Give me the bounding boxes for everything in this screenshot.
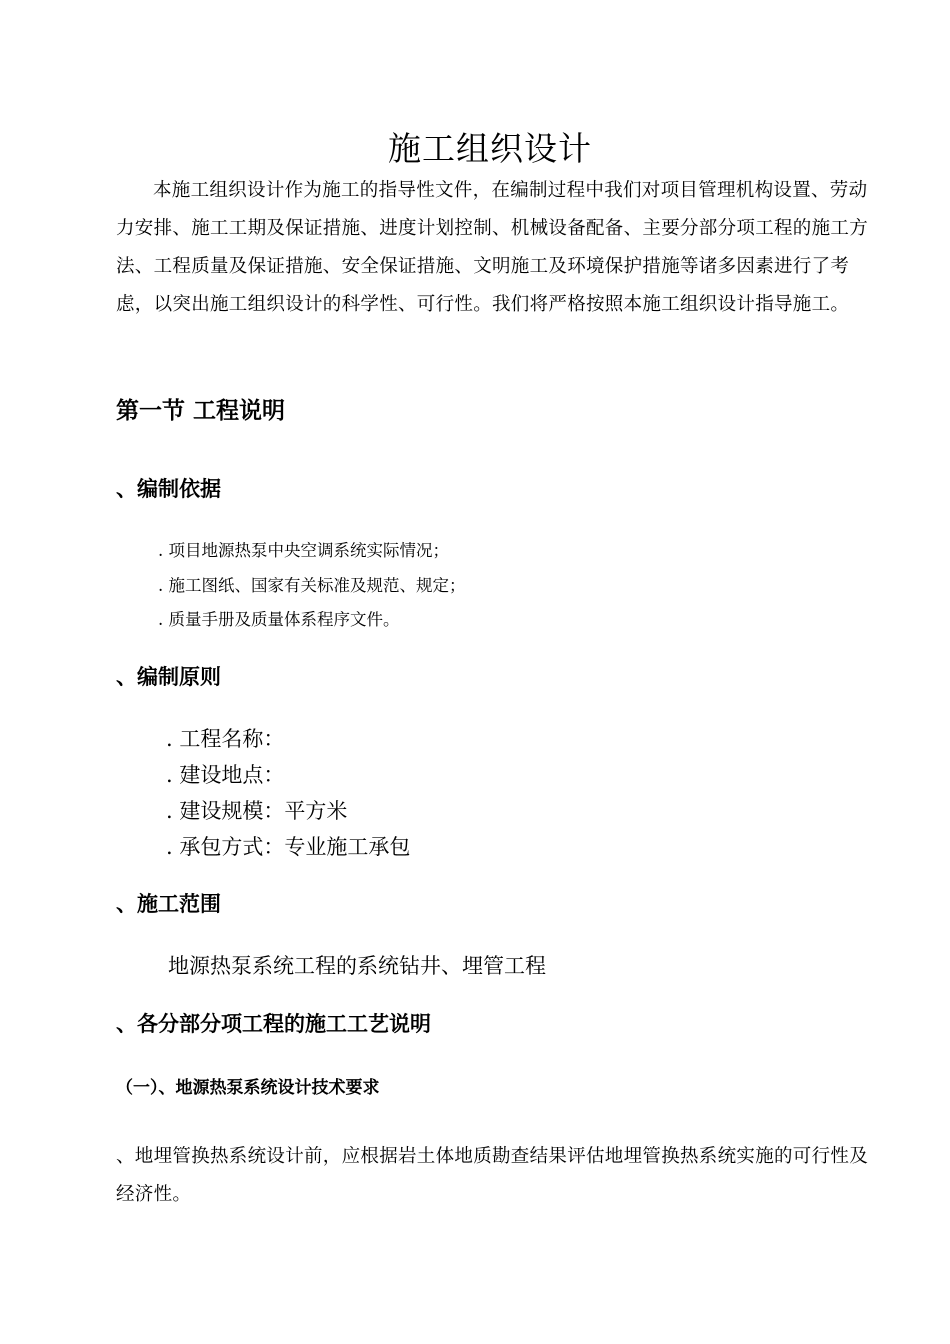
principles-item-3: . 建设规模：平方米 [166, 799, 348, 823]
basis-heading: 、编制依据 [116, 477, 221, 501]
basis-item-1: . 项目地源热泵中央空调系统实际情况； [158, 541, 449, 560]
principles-item-4: . 承包方式：专业施工承包 [166, 835, 411, 859]
scope-heading: 、施工范围 [116, 892, 221, 916]
document-title: 施工组织设计 [388, 129, 592, 168]
section-heading: 第一节 工程说明 [116, 398, 286, 424]
principles-item-2: . 建设地点： [166, 763, 285, 787]
basis-item-3: . 质量手册及质量体系程序文件。 [158, 610, 400, 629]
process-heading: 、各分部分项工程的施工工艺说明 [116, 1012, 431, 1036]
scope-text: 地源热泵系统工程的系统钻井、埋管工程 [168, 954, 546, 978]
process-subheading: （一）、地源热泵系统设计技术要求 [116, 1078, 380, 1098]
process-paragraph: 、地埋管换热系统设计前，应根据岩土体地质勘查结果评估地埋管换热系统实施的可行性及经济性。 [116, 1146, 869, 1205]
intro-paragraph: 本施工组织设计作为施工的指导性文件，在编制过程中我们对项目管理机构设置、劳动力安排、施工工期及保证措施、进度计划控制、机械设备配备、主要分部分项工程的施工方法、工程质量及保证措施、安全保证措施、文明施工及环境保护措施等诸多因素进行了考虑，以突出施工组织设计的科学性、可行性。我们将严格按照本施工组织设计指导施工。 [116, 180, 869, 315]
principles-heading: 、编制原则 [116, 665, 221, 689]
basis-item-2: . 施工图纸、国家有关标准及规范、规定； [158, 576, 466, 595]
principles-item-1: . 工程名称： [166, 727, 285, 751]
